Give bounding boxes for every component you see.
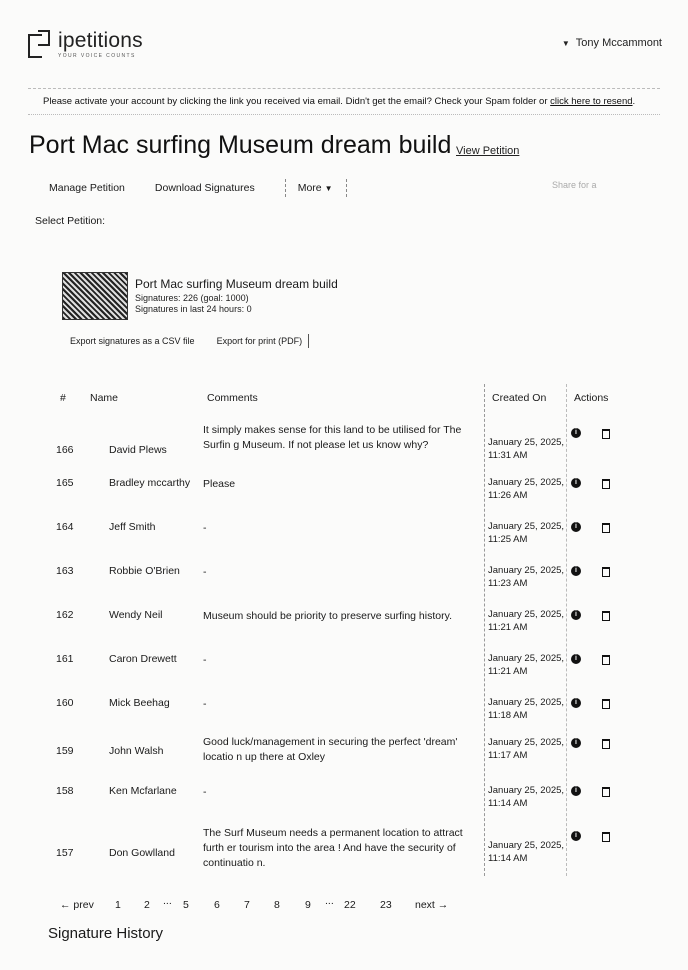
info-icon[interactable]: i [571, 428, 581, 438]
logo-text: ipetitions [58, 29, 143, 52]
created-on: January 25, 2025, 11:14 AM [488, 785, 565, 809]
tab-divider [346, 179, 347, 197]
signature-count: Signatures: 226 (goal: 1000) [135, 293, 249, 303]
signer-name: Caron Drewett [109, 653, 177, 665]
petition-tabs [49, 179, 359, 197]
trash-icon[interactable] [602, 523, 610, 533]
user-name: Tony Mccammont [575, 37, 662, 49]
signer-comment: - [203, 786, 207, 798]
trash-icon[interactable] [602, 739, 610, 749]
created-on: January 25, 2025, 11:17 AM [488, 737, 565, 761]
created-on: January 25, 2025, 11:21 AM [488, 653, 565, 677]
petition-card[interactable] [135, 277, 338, 314]
info-icon[interactable]: i [571, 698, 581, 708]
signatures-24h: Signatures in last 24 hours: 0 [135, 304, 252, 314]
created-on: January 25, 2025, 11:21 AM [488, 609, 565, 633]
row-number: 165 [56, 477, 74, 489]
signer-comment: Please [203, 478, 236, 490]
page-title: Port Mac surfing Museum dream build [29, 131, 452, 159]
signer-comment: It simply makes sense for this land to be utilised for The Surfin g Museum. If not please let us know why? [203, 424, 462, 451]
signer-name: Robbie O'Brien [109, 565, 180, 577]
pager-page[interactable]: 22 [344, 899, 356, 911]
pager-page[interactable]: 2 [144, 899, 150, 911]
signer-comment: Museum should be priority to preserve surfing history. [203, 610, 452, 622]
divider [28, 88, 660, 89]
caret-down-icon: ▼ [561, 38, 570, 48]
info-icon[interactable]: i [571, 478, 581, 488]
trash-icon[interactable] [602, 787, 610, 797]
tab-divider [285, 179, 286, 197]
pager-page[interactable]: 9 [305, 899, 311, 911]
trash-icon[interactable] [602, 429, 610, 439]
created-on: January 25, 2025, 11:26 AM [488, 477, 565, 501]
row-number: 162 [56, 609, 74, 621]
info-icon[interactable]: i [571, 610, 581, 620]
signer-name: Don Gowlland [109, 847, 175, 859]
trash-icon[interactable] [602, 655, 610, 665]
row-number: 158 [56, 785, 74, 797]
signature-history-heading: Signature History [48, 925, 164, 942]
petition-thumbnail[interactable] [62, 272, 128, 320]
signer-name: David Plews [109, 444, 167, 456]
signer-comment: - [203, 654, 207, 666]
signer-comment: Good luck/management in securing the perfect 'dream' locatio n up there at Oxley [203, 736, 458, 763]
signer-comment: - [203, 698, 207, 710]
pager-ellipsis: ... [325, 895, 334, 907]
trash-icon[interactable] [602, 611, 610, 621]
export-links [70, 334, 309, 348]
notice-end: . [632, 96, 636, 107]
tab-more-label: More [297, 182, 322, 194]
tab-manage-petition[interactable]: Manage Petition [49, 182, 125, 194]
pager-page[interactable]: 6 [214, 899, 220, 911]
column-divider [484, 384, 485, 876]
column-divider [566, 384, 567, 876]
signer-name: Bradley mccarthy [109, 477, 191, 489]
row-number: 163 [56, 565, 74, 577]
created-on: January 25, 2025, 11:31 AM [488, 437, 565, 461]
export-pdf-link[interactable]: Export for print (PDF) [216, 336, 303, 346]
notice-text: Please activate your account by clicking the link you received via email. Didn't get the email? Check your Spam folder or [43, 96, 551, 107]
trash-icon[interactable] [602, 832, 610, 842]
col-header-actions: Actions [574, 392, 609, 404]
info-icon[interactable]: i [571, 654, 581, 664]
logo-tagline: YOUR VOICE COUNTS [58, 53, 136, 59]
signer-name: John Walsh [109, 745, 164, 757]
pager-page[interactable]: 5 [183, 899, 189, 911]
col-header-comments: Comments [207, 392, 258, 404]
user-menu[interactable] [562, 37, 662, 49]
signer-name: Ken Mcfarlane [109, 785, 177, 797]
tab-more[interactable] [298, 182, 333, 194]
signer-name: Jeff Smith [109, 521, 156, 533]
trash-icon[interactable] [602, 699, 610, 709]
row-number: 157 [56, 847, 74, 859]
select-petition-label: Select Petition: [35, 215, 106, 227]
pager-prev[interactable]: ← prev [60, 899, 94, 911]
info-icon[interactable]: i [571, 831, 581, 841]
info-icon[interactable]: i [571, 566, 581, 576]
col-header-number: # [60, 392, 66, 404]
pager-page[interactable]: 1 [115, 899, 121, 911]
pagination [60, 895, 460, 913]
row-number: 164 [56, 521, 74, 533]
signer-comment: - [203, 522, 207, 534]
info-icon[interactable]: i [571, 786, 581, 796]
logo-icon [28, 30, 52, 56]
signer-comment: - [203, 566, 207, 578]
created-on: January 25, 2025, 11:23 AM [488, 565, 565, 589]
row-number: 160 [56, 697, 74, 709]
col-header-created[interactable]: Created On [492, 392, 547, 404]
view-petition-link[interactable]: View Petition [456, 145, 520, 157]
activation-notice [43, 96, 635, 107]
created-on: January 25, 2025, 11:14 AM [488, 840, 565, 864]
info-icon[interactable]: i [571, 738, 581, 748]
pager-page[interactable]: 7 [244, 899, 250, 911]
created-on: January 25, 2025, 11:18 AM [488, 697, 565, 721]
divider [28, 114, 660, 115]
row-number: 159 [56, 745, 74, 757]
info-icon[interactable]: i [571, 522, 581, 532]
tab-download-signatures[interactable]: Download Signatures [154, 182, 255, 194]
pager-next[interactable]: next → [415, 899, 449, 911]
pager-page[interactable]: 8 [274, 899, 280, 911]
logo[interactable] [28, 30, 143, 59]
created-on: January 25, 2025, 11:25 AM [488, 521, 565, 545]
caret-down-icon: ▼ [324, 184, 333, 193]
row-number: 166 [56, 444, 74, 456]
petition-title: Port Mac surfing Museum dream build [135, 277, 338, 291]
share-label[interactable]: Share for a [552, 180, 597, 190]
trash-icon[interactable] [602, 479, 610, 489]
signer-name: Wendy Neil [109, 609, 163, 621]
pager-page[interactable]: 23 [380, 899, 392, 911]
col-header-name[interactable]: Name [90, 392, 119, 404]
trash-icon[interactable] [602, 567, 610, 577]
pager-ellipsis: ... [163, 895, 172, 907]
signer-comment: The Surf Museum needs a permanent location to attract furth er tourism into the area ! And have the security of continuatio n. [203, 827, 463, 869]
resend-link[interactable]: click here to resend [550, 96, 633, 107]
row-number: 161 [56, 653, 74, 665]
export-divider [308, 334, 309, 348]
export-csv-link[interactable]: Export signatures as a CSV file [70, 336, 195, 346]
signer-name: Mick Beehag [109, 697, 170, 709]
